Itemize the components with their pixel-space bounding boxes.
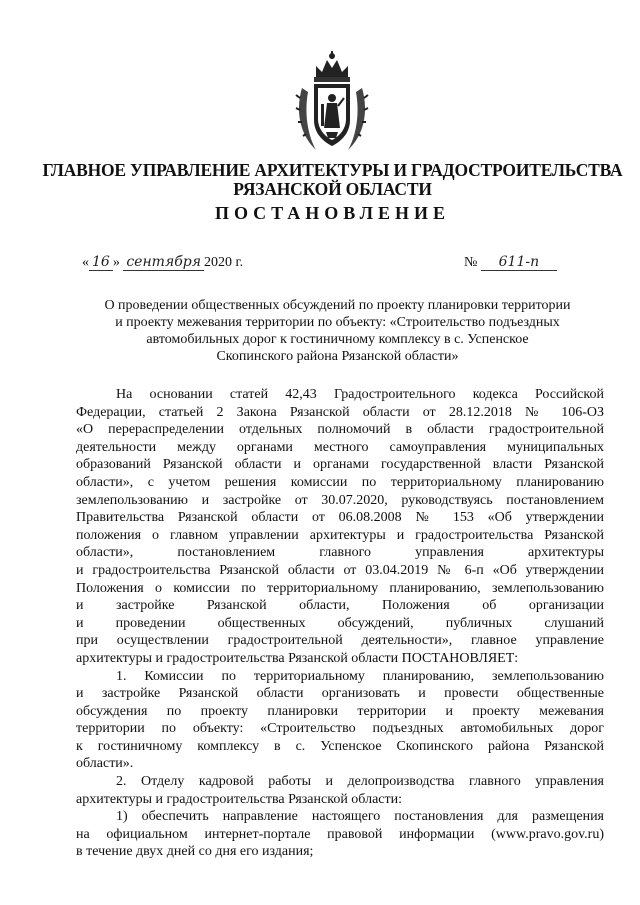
- body-line: архитектуры и градостроительства Рязанской области ПОСТАНОВЛЯЕТ:: [76, 650, 519, 666]
- date-open-quote: «: [82, 255, 89, 270]
- organization-name-line1: ГЛАВНОЕ УПРАВЛЕНИЕ АРХИТЕКТУРЫ И ГРАДОСТРОИТЕЛЬСТВА: [42, 160, 623, 180]
- ryazan-coat-of-arms-emblem: [294, 48, 370, 158]
- body-line: области», постановлением главного управления архитектуры: [76, 545, 604, 561]
- body-line: На основании статей 42,43 Градостроительного кодекса Российской: [116, 387, 604, 402]
- body-line: обсуждения по проекту планировки территории и проекту межевания: [76, 703, 604, 719]
- subject-line: и проекту межевания территории по объекту: «Строительство подъездных: [115, 315, 560, 330]
- body-line: в течение двух дней со дня его издания;: [76, 844, 314, 860]
- body-line: 2. Отделу кадровой работы и делопроизводства главного управления: [116, 774, 604, 790]
- body-line: при осуществлении градостроительной деятельности», главное управление: [76, 633, 604, 649]
- organization-name-line2: РЯЗАНСКОЙ ОБЛАСТИ: [233, 179, 432, 199]
- body-line: и градостроительства Рязанской области от 03.04.2019 № 6-п «Об утверждении: [76, 562, 604, 578]
- document-type-title: ПОСТАНОВЛЕНИЕ: [214, 203, 451, 223]
- body-line: 1) обеспечить направление настоящего постановления для размещения: [116, 809, 604, 825]
- number-sign: №: [464, 255, 478, 270]
- date-month: сентября: [123, 254, 204, 271]
- body-line: образований Рязанской области и органами государственной власти Рязанской: [76, 457, 604, 473]
- body-line: Правительства Рязанской области от 06.08.2008 № 153 «Об утверждении: [76, 510, 604, 526]
- body-line: «О перераспределении отдельных полномочий в области градостроительной: [76, 422, 604, 438]
- date-day: 16: [89, 254, 113, 271]
- number-value: 611-п: [481, 254, 557, 271]
- body-line: и застройке Рязанской области организовать и провести общественные: [76, 686, 604, 702]
- body-line: 1. Комиссии по территориальному планированию, землепользованию: [116, 668, 604, 684]
- body-line: на официальном интернет-портале правовой информации (www.pravo.gov.ru): [76, 826, 604, 842]
- body-line: области», с учетом решения комиссии по территориальному планированию: [76, 474, 604, 490]
- body-line: и проведении общественных обсуждений, публичных слушаний: [76, 615, 604, 631]
- document-body: [76, 386, 604, 861]
- body-line: положения о главном управлении архитектуры и градостроительства Рязанской: [76, 527, 604, 543]
- subject-line: автомобильных дорог к гостиничному комплексу в с. Успенское: [146, 332, 529, 347]
- date-year: 2020 г.: [204, 255, 244, 270]
- document-date: [82, 254, 243, 271]
- subject-line: О проведении общественных обсуждений по проекту планировки территории: [104, 298, 571, 313]
- date-close-quote: »: [112, 255, 120, 270]
- body-line: к гостиничному комплексу в с. Успенское Скопинского района Рязанской: [76, 738, 604, 754]
- body-line: архитектуры и градостроительства Рязанской области:: [76, 791, 402, 807]
- subject-line: Скопинского района Рязанской области»: [216, 349, 459, 364]
- body-line: землепользованию и застройке от 30.07.2020, руководствуясь постановлением: [76, 492, 604, 508]
- body-line: деятельности между органами местного самоуправления муниципальных: [76, 439, 604, 455]
- document-subject: [70, 297, 605, 365]
- body-line: Федерации, статьей 2 Закона Рязанской области от 28.12.2018 № 106-ОЗ: [76, 404, 604, 420]
- body-line: области».: [76, 756, 134, 772]
- body-line: территории по объекту: «Строительство подъездных автомобильных дорог: [76, 721, 604, 737]
- body-line: и застройке Рязанской области, Положения об организации: [76, 598, 604, 614]
- body-line: Положения о комиссии по территориальному планированию, землепользованию: [76, 580, 604, 596]
- document-number: [464, 254, 557, 271]
